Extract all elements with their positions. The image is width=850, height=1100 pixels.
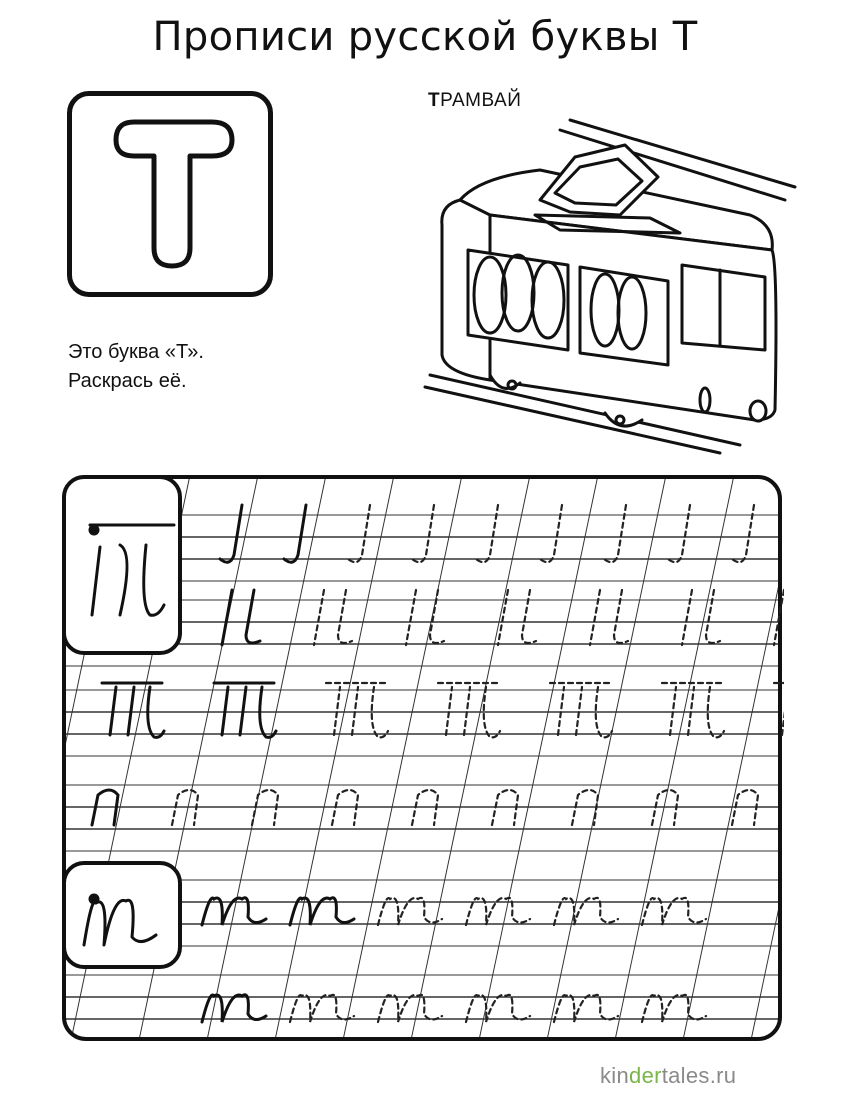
letter-card <box>67 91 273 297</box>
watermark-part-1: kin <box>600 1063 630 1088</box>
trace-stroke <box>604 505 626 562</box>
trace-stroke <box>348 505 370 562</box>
trace-stroke <box>214 683 276 737</box>
guide-line <box>614 475 734 1045</box>
trace-stroke <box>668 505 690 562</box>
trace-stroke <box>466 995 530 1022</box>
picture-word-rest: РАМВАЙ <box>440 90 522 111</box>
tram-illustration <box>420 115 800 455</box>
trace-stroke <box>222 590 260 645</box>
trace-stroke <box>476 505 498 562</box>
trace-stroke <box>540 505 562 562</box>
trace-stroke <box>554 995 618 1022</box>
trace-stroke <box>220 505 242 562</box>
trace-stroke <box>662 683 724 737</box>
caption-line-2: Раскрась её. <box>68 370 187 392</box>
trace-stroke <box>642 995 706 1022</box>
trace-stroke <box>438 683 500 737</box>
guide-line <box>410 475 530 1045</box>
guide-line <box>478 475 598 1045</box>
trace-stroke <box>412 505 434 562</box>
trace-stroke <box>290 995 354 1022</box>
letter-caption <box>68 338 204 396</box>
outlined-letter-t <box>72 96 268 292</box>
trace-stroke <box>102 683 164 737</box>
watermark-part-2: der <box>629 1063 662 1088</box>
trace-stroke <box>590 590 628 645</box>
site-watermark <box>600 1063 736 1089</box>
trace-stroke <box>682 590 720 645</box>
sample-box-lower <box>64 863 180 967</box>
watermark-part-3: tales.ru <box>661 1063 737 1088</box>
trace-stroke <box>378 995 442 1022</box>
trace-letters <box>172 505 784 1022</box>
trace-stroke <box>314 590 352 645</box>
trace-stroke <box>406 590 444 645</box>
trace-stroke <box>284 505 306 562</box>
trace-stroke <box>326 683 388 737</box>
caption-line-1: Это буква «Т». <box>68 341 204 363</box>
trace-stroke <box>732 505 754 562</box>
sample-box-upper <box>64 477 180 653</box>
picture-word-first-letter: Т <box>428 90 441 111</box>
handwriting-worksheet <box>62 475 784 1045</box>
guide-line <box>274 475 394 1045</box>
picture-word <box>428 90 521 112</box>
trace-stroke <box>550 683 612 737</box>
page-title: Прописи русской буквы Т <box>152 14 698 60</box>
